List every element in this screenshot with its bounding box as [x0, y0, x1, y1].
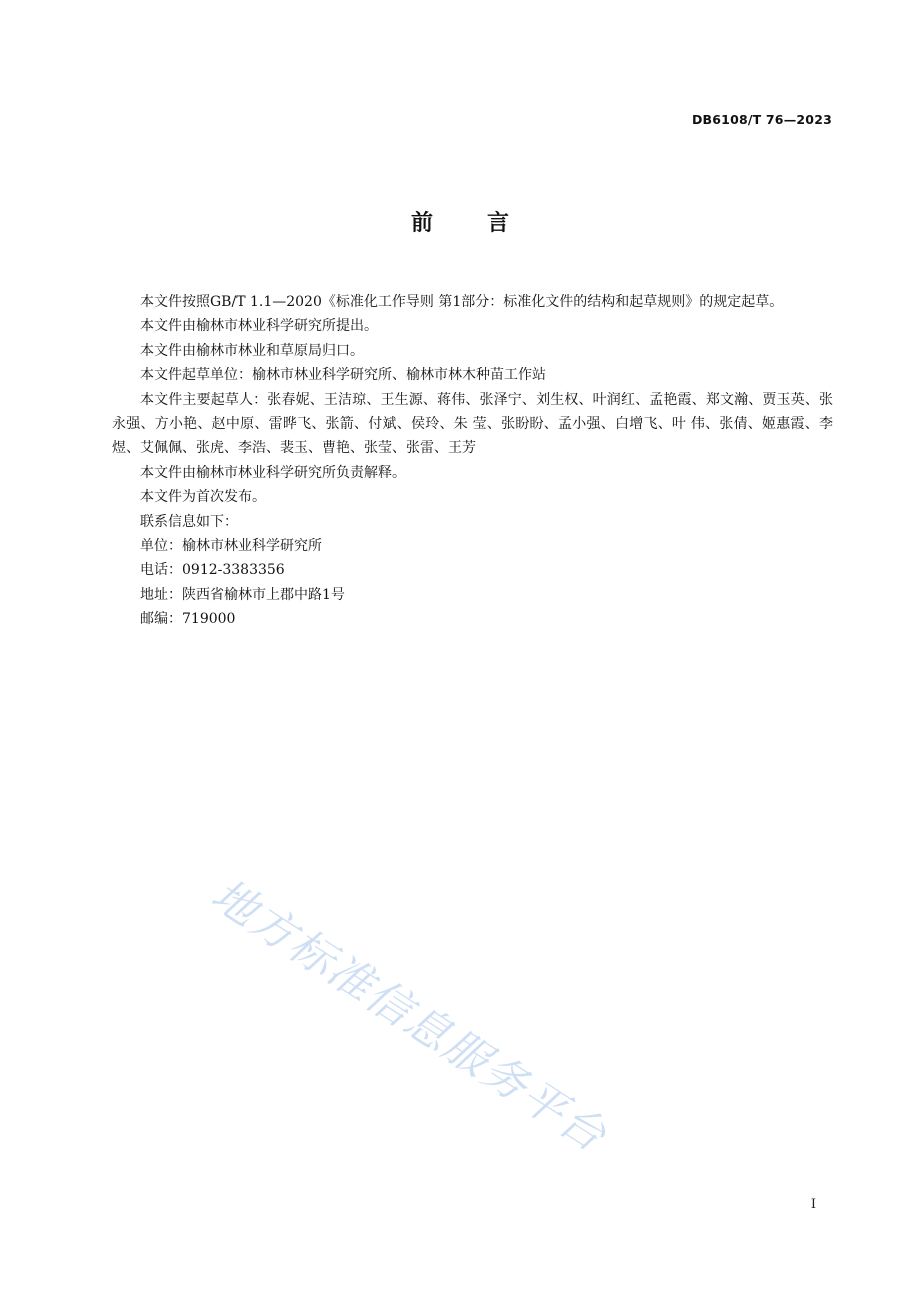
paragraph-drafters: 本文件主要起草人：张春妮、王洁琼、王生源、蒋伟、张泽宁、刘生权、叶润红、孟艳霞、郑文瀚、贾玉英、张永强、方小艳、赵中原、雷晔飞、张箭、付斌、侯玲、朱 莹、张盼盼、孟小强、白增飞、叶 伟、张倩、姬惠霞、李煜、艾佩佩、张虎、李浩、裴玉、曹艳、张莹、张雷、王芳	[112, 391, 833, 457]
contact-unit: 单位：榆林市林业科学研究所	[140, 538, 322, 555]
paragraph-drafting-units: 本文件起草单位：榆林市林业科学研究所、榆林市林木种苗工作站	[140, 367, 546, 384]
contact-phone: 电话：0912-3383356	[140, 562, 285, 579]
paragraph-interpretation: 本文件由榆林市林业科学研究所负责解释。	[140, 464, 406, 481]
preface-body	[112, 290, 833, 632]
paragraph-contact-heading: 联系信息如下：	[140, 513, 238, 530]
page-title: 前言	[410, 211, 563, 236]
page-number: I	[810, 1197, 816, 1212]
paragraph-proposer: 本文件由榆林市林业科学研究所提出。	[140, 318, 378, 335]
paragraph-administrator: 本文件由榆林市林业和草原局归口。	[140, 342, 364, 359]
document-code: DB6108/T 76—2023	[691, 112, 832, 127]
contact-address: 地址：陕西省榆林市上郡中路1号	[140, 586, 345, 603]
contact-postcode: 邮编：719000	[140, 611, 236, 628]
paragraph-first-release: 本文件为首次发布。	[140, 489, 266, 506]
paragraph-standard-basis: 本文件按照GB/T 1.1—2020《标准化工作导则 第1部分：标准化文件的结构和起草规则》的规定起草。	[140, 294, 784, 310]
watermark: 地方标准信息服务平台	[202, 869, 616, 1163]
